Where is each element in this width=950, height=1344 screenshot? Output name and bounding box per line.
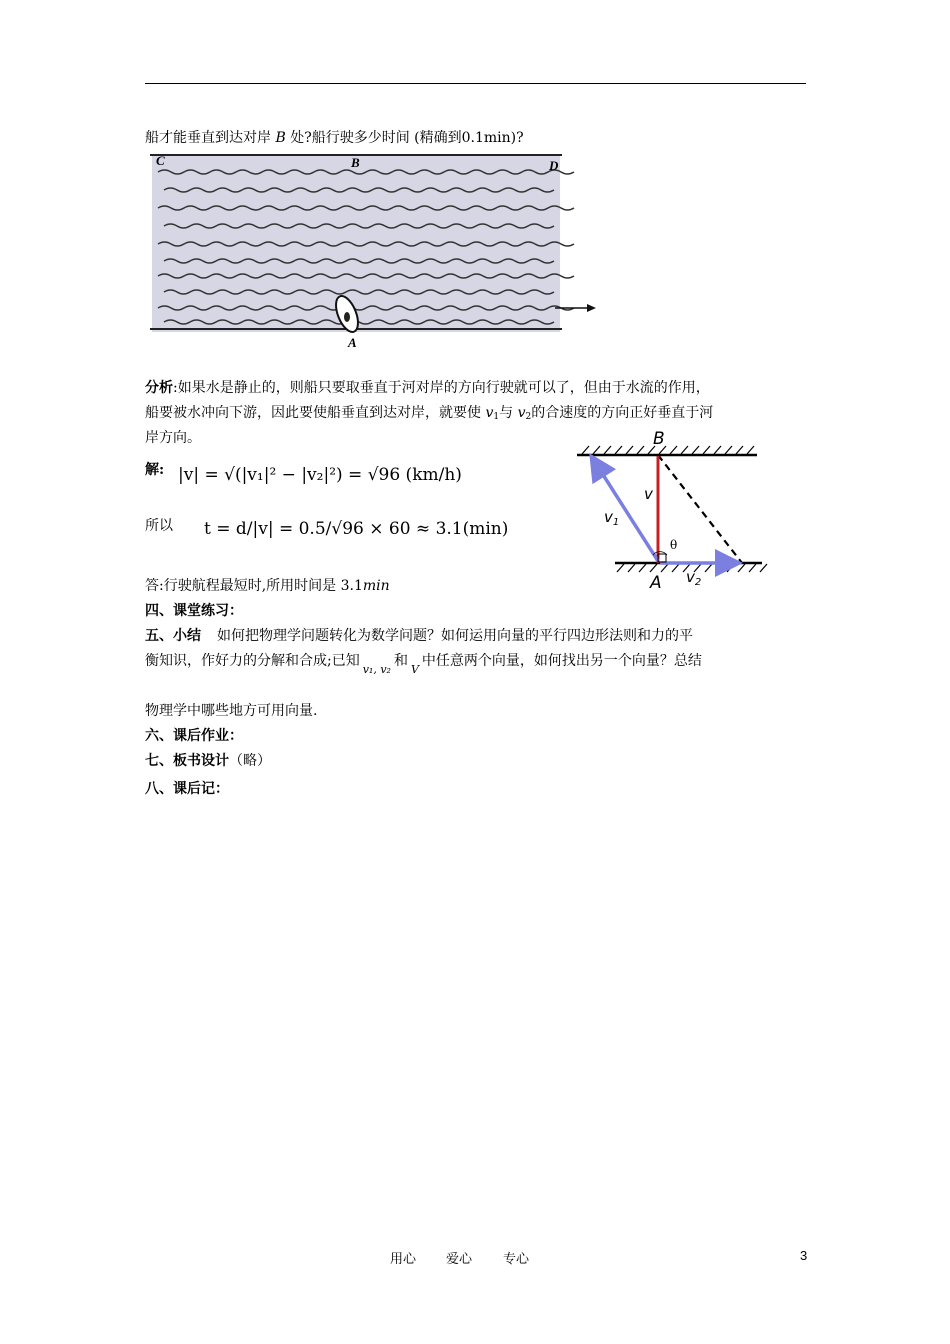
section-5-text-2a: 衡知识，作好力的分解和合成;已知 — [145, 653, 360, 669]
hatch-mark — [760, 564, 767, 572]
section-5-vectors: v₁, v₂ — [362, 663, 391, 676]
diagram-label-v: v — [644, 485, 653, 503]
hatch-mark — [705, 564, 712, 572]
hatch-mark — [582, 446, 589, 454]
header-rule — [145, 83, 806, 84]
analysis-line-1 — [145, 378, 710, 398]
analysis-v2-sub: 2 — [525, 412, 532, 422]
analysis-v1: v — [485, 405, 494, 421]
hatch-mark — [703, 446, 710, 454]
diagram-label-b: B — [653, 429, 665, 449]
river-label-c: C — [156, 153, 165, 168]
diagram-label-a: A — [650, 573, 662, 593]
hatch-mark — [615, 446, 622, 454]
analysis-v2: v — [517, 405, 526, 421]
analysis-text-2a: 船要被水冲向下游，因此要使船垂直到达对岸，就要使 — [145, 405, 486, 421]
analysis-label: 分析 — [145, 380, 173, 396]
section-4-heading: 四、课堂练习： — [145, 603, 243, 619]
question-text-c: 处?船行驶多少时间 (精确到0.1min)? — [285, 130, 524, 146]
hatch-mark — [736, 446, 743, 454]
section-5-V: V — [410, 663, 419, 676]
hatch-mark — [670, 446, 677, 454]
analysis-text-1: :如果水是静止的，则船只要取垂直于河对岸的方向行驶就可以了，但由于水流的作用， — [173, 380, 710, 396]
bank-top-hatch — [582, 446, 754, 454]
section-6-heading: 六、课后作业： — [145, 728, 243, 744]
question-line — [145, 128, 524, 148]
diagram-label-v2: $v_2$ — [686, 568, 702, 588]
hatch-mark — [626, 446, 633, 454]
analysis-and: 与 — [499, 405, 518, 421]
hatch-mark — [692, 446, 699, 454]
hatch-mark — [727, 564, 734, 572]
river-label-a: A — [348, 335, 357, 350]
river-figure — [140, 148, 602, 352]
hatch-mark — [694, 564, 701, 572]
question-text-a: 船才能垂直到达对岸 — [145, 130, 276, 146]
vector-diagram — [570, 425, 770, 595]
solution-equation-2: t = d/|v| = 0.5/√96 × 60 ≈ 3.1(min) — [204, 519, 509, 539]
river-label-b: B — [351, 155, 360, 170]
section-5-text-2b: 中任意两个向量，如何找出另一个向量？总结 — [421, 653, 702, 669]
hatch-mark — [639, 564, 646, 572]
section-8-heading: 八、课后记： — [145, 781, 229, 797]
hatch-mark — [738, 564, 745, 572]
analysis-line-2 — [145, 403, 713, 427]
section-7-heading: 七、板书设计 — [145, 753, 229, 769]
analysis-v1-sub: 1 — [493, 412, 500, 422]
section-5-text-1: 如何把物理学问题转化为数学问题？如何运用向量的平行四边形法则和力的平 — [217, 628, 693, 644]
analysis-line-3 — [145, 428, 201, 448]
question-point-b: B — [275, 130, 286, 146]
diagram-label-theta: θ — [670, 538, 678, 552]
footer-zhuanxin: 专心 — [503, 1252, 530, 1267]
flow-arrow-head — [587, 304, 596, 312]
section-5-line-3: 物理学中哪些地方可用向量. — [145, 703, 318, 719]
diagram-label-v1: $v_1$ — [604, 508, 620, 528]
answer-line — [145, 576, 390, 596]
analysis-text-3: 岸方向。 — [145, 430, 201, 446]
section-5-line-1 — [145, 626, 693, 646]
footer-aixin: 爱心 — [446, 1252, 473, 1267]
solution-equation-1: |v| = √(|v₁|² − |v₂|²) = √96 (km/h) — [178, 465, 462, 485]
hatch-mark — [617, 564, 624, 572]
hatch-mark — [637, 446, 644, 454]
hatch-mark — [593, 446, 600, 454]
footer-yongxin: 用心 — [390, 1252, 417, 1267]
hatch-mark — [747, 446, 754, 454]
river-label-d: D — [549, 158, 559, 173]
hatch-mark — [628, 564, 635, 572]
hatch-mark — [725, 446, 732, 454]
hatch-mark — [681, 446, 688, 454]
answer-unit: min — [362, 578, 390, 594]
analysis-text-2b: 的合速度的方向正好垂直于河 — [531, 405, 714, 421]
hatch-mark — [604, 446, 611, 454]
hatch-mark — [716, 564, 723, 572]
section-5-he: 和 — [393, 653, 408, 669]
hatch-mark — [661, 564, 668, 572]
hatch-mark — [749, 564, 756, 572]
solution-label: 解: — [145, 462, 165, 478]
vector-v1 — [593, 459, 658, 561]
answer-text: 答:行驶航程最短时,所用时间是 3.1 — [145, 578, 363, 594]
hatch-mark — [672, 564, 679, 572]
section-5-line-2 — [145, 651, 702, 680]
section-7-line — [145, 751, 271, 771]
hatch-mark — [714, 446, 721, 454]
hatch-mark — [650, 564, 657, 572]
section-5-heading: 五、小结 — [145, 628, 201, 644]
page-number: 3 — [800, 1248, 808, 1263]
section-7-rest: （略） — [229, 753, 271, 769]
solution-so: 所以 — [145, 518, 173, 534]
